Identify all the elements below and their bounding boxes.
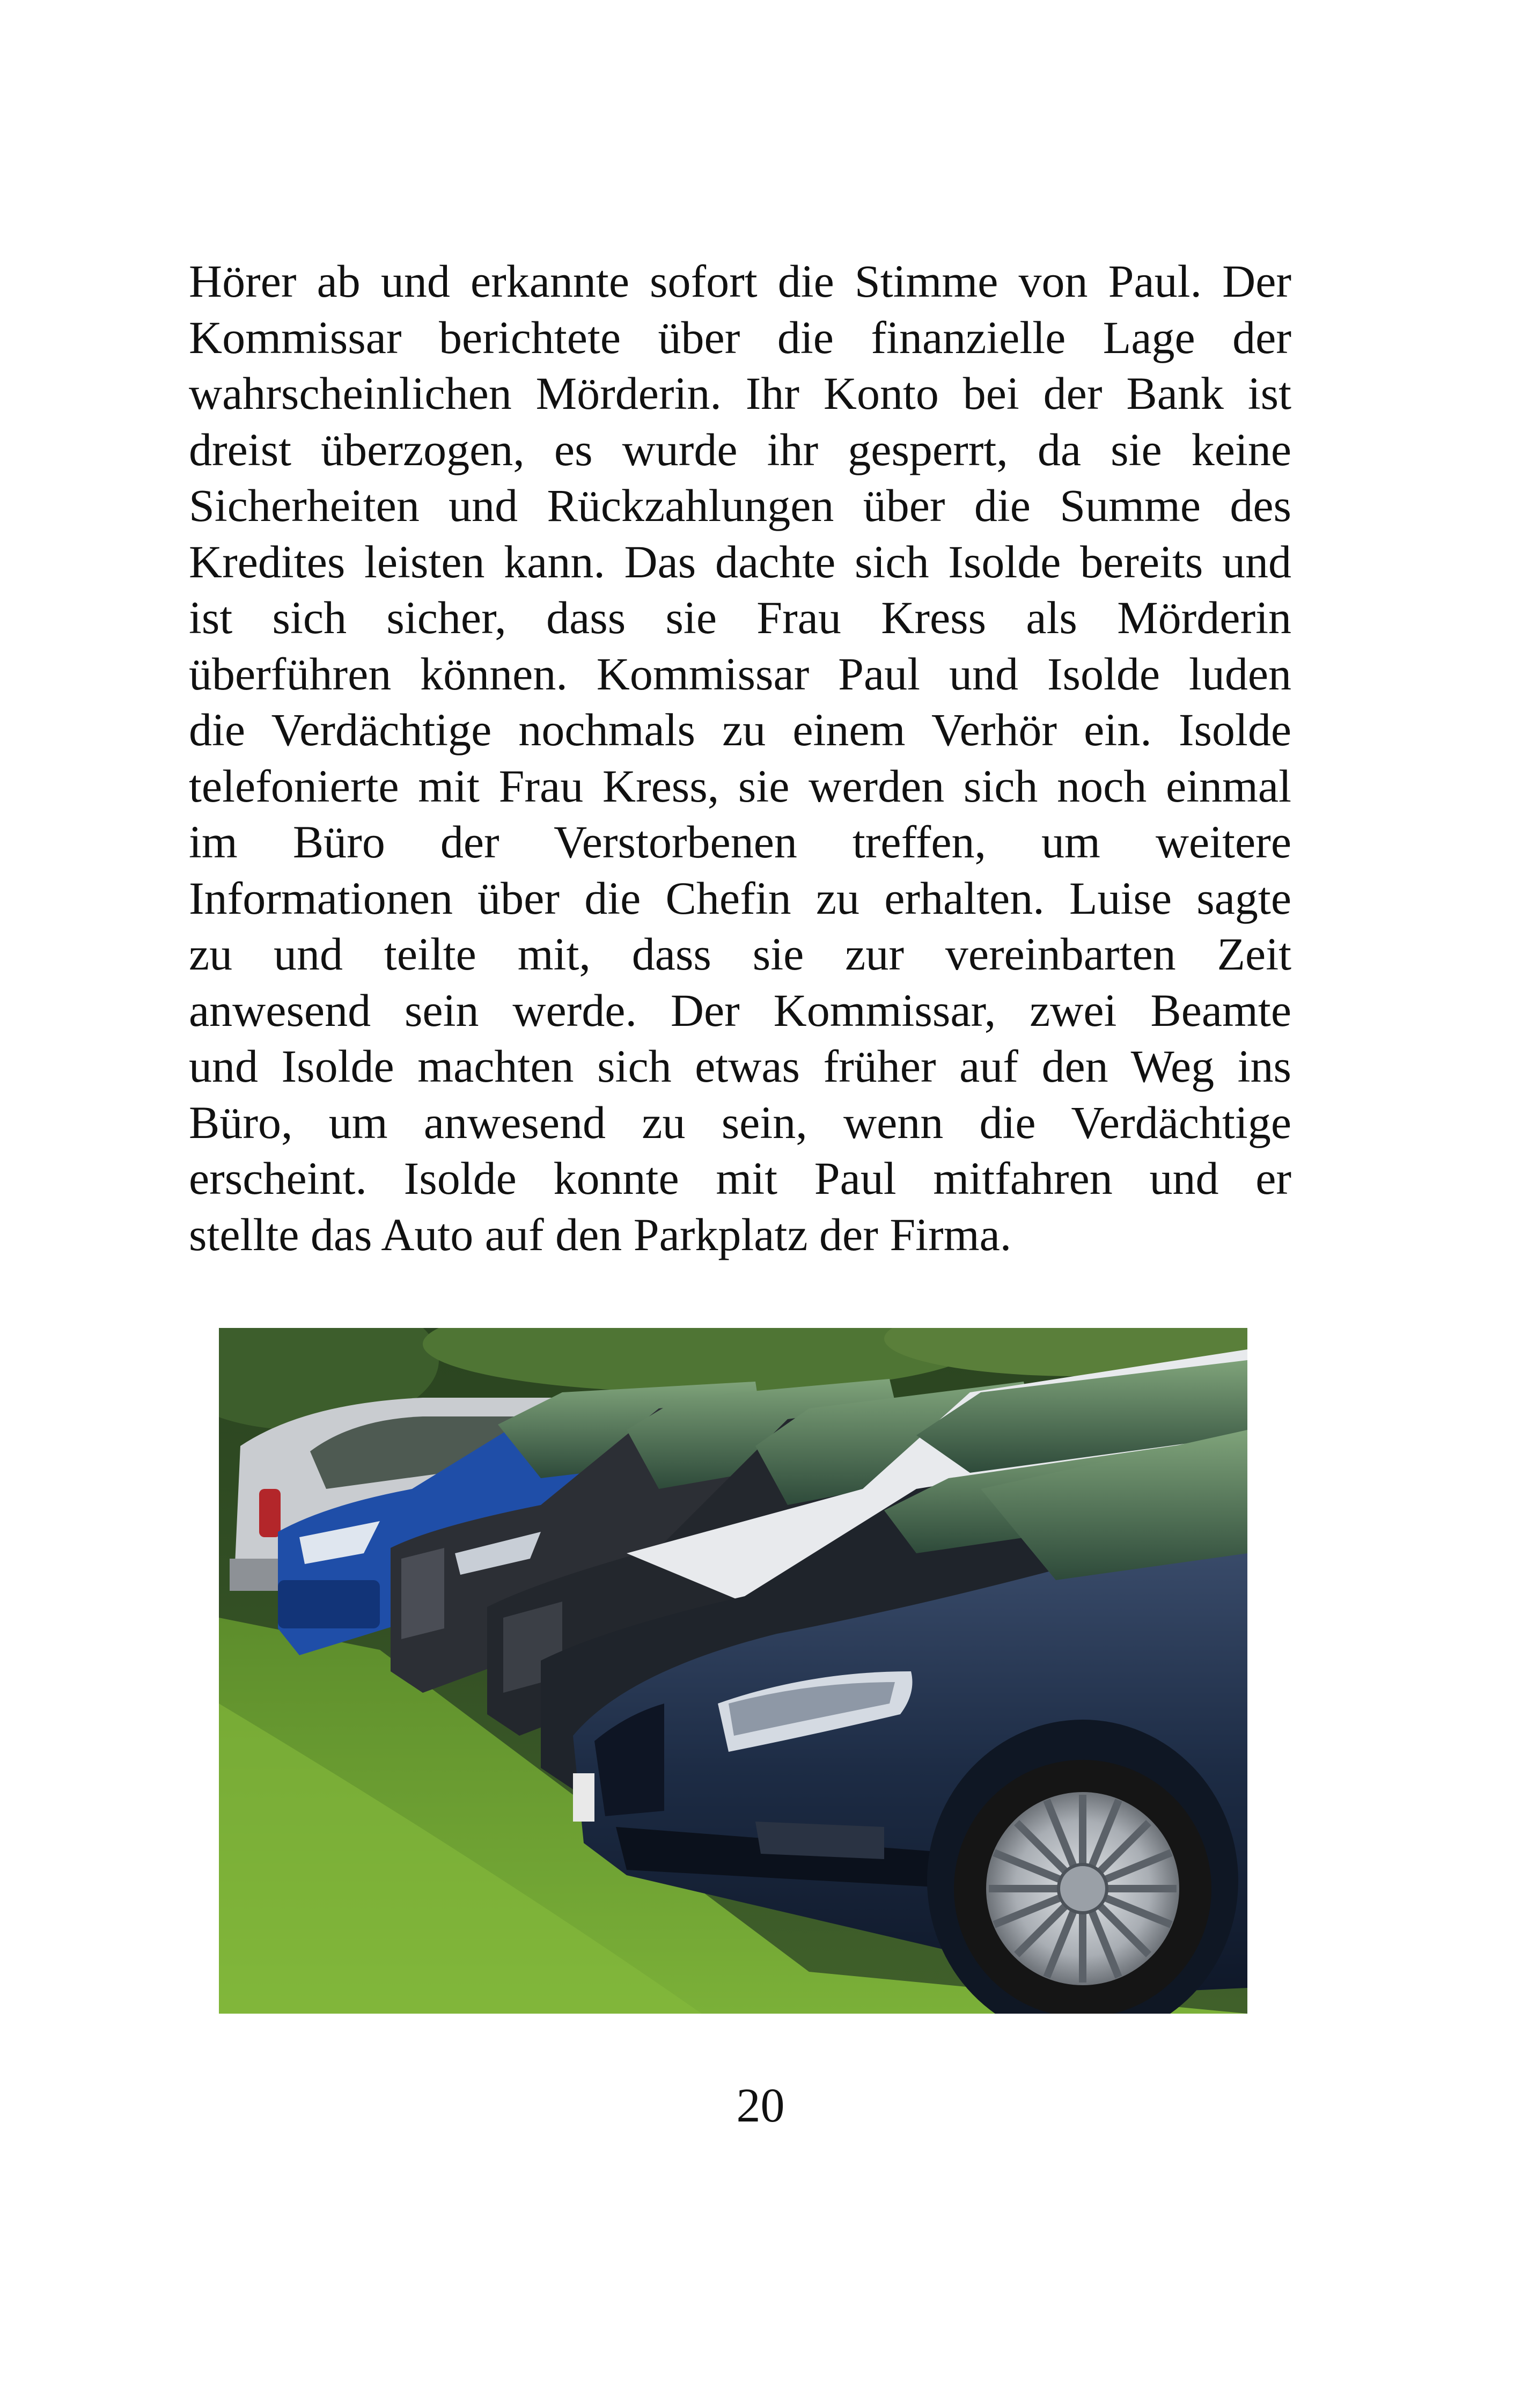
text-line: und Isolde machten sich etwas früher auf den Weg ins — [189, 1040, 1291, 1092]
dark-car-grille — [401, 1548, 444, 1639]
text-line: Büro, um anwesend zu sein, wenn die Verdächtige — [189, 1096, 1291, 1148]
navy-car-foglight — [755, 1822, 884, 1859]
text-line: dreist überzogen, es wurde ihr gesperrt, da sie keine — [189, 423, 1291, 475]
page-number: 20 — [736, 2079, 785, 2132]
text-line: Kredites leisten kann. Das dachte sich Isolde bereits und — [189, 535, 1291, 588]
parked-cars-illustration — [219, 1328, 1247, 2014]
text-line: stellte das Auto auf den Parkplatz der Firma. — [189, 1208, 1012, 1260]
text-line: überführen können. Kommissar Paul und Isolde luden — [189, 648, 1291, 700]
license-plate — [573, 1773, 594, 1822]
blue-car-bumper — [278, 1580, 380, 1628]
text-line: ist sich sicher, dass sie Frau Kress als Mörderin — [189, 592, 1291, 643]
text-line: Hörer ab und erkannte sofort die Stimme von Paul. Der — [189, 255, 1291, 307]
text-line: Kommissar berichtete über die finanzielle Lage der — [189, 311, 1291, 363]
text-line: erscheint. Isolde konnte mit Paul mitfahren und er — [189, 1152, 1291, 1204]
body-text — [189, 253, 1291, 1262]
parked-cars-photo — [219, 1328, 1247, 2014]
text-line: Informationen über die Chefin zu erhalten. Luise sagte — [189, 872, 1291, 924]
text-line: die Verdächtige nochmals zu einem Verhör ein. Isolde — [189, 704, 1291, 755]
hub-cap — [1059, 1864, 1107, 1913]
text-line: wahrscheinlichen Mörderin. Ihr Konto bei der Bank ist — [189, 368, 1291, 419]
text-line: zu und teilte mit, dass sie zur vereinbarten Zeit — [189, 928, 1291, 980]
silver-car-taillight — [259, 1489, 281, 1537]
text-line: anwesend sein werde. Der Kommissar, zwei Beamte — [189, 984, 1291, 1036]
text-line: Sicherheiten und Rückzahlungen über die Summe des — [189, 480, 1291, 531]
text-line: im Büro der Verstorbenen treffen, um weitere — [189, 816, 1291, 868]
text-line: telefonierte mit Frau Kress, sie werden sich noch einmal — [189, 760, 1291, 812]
